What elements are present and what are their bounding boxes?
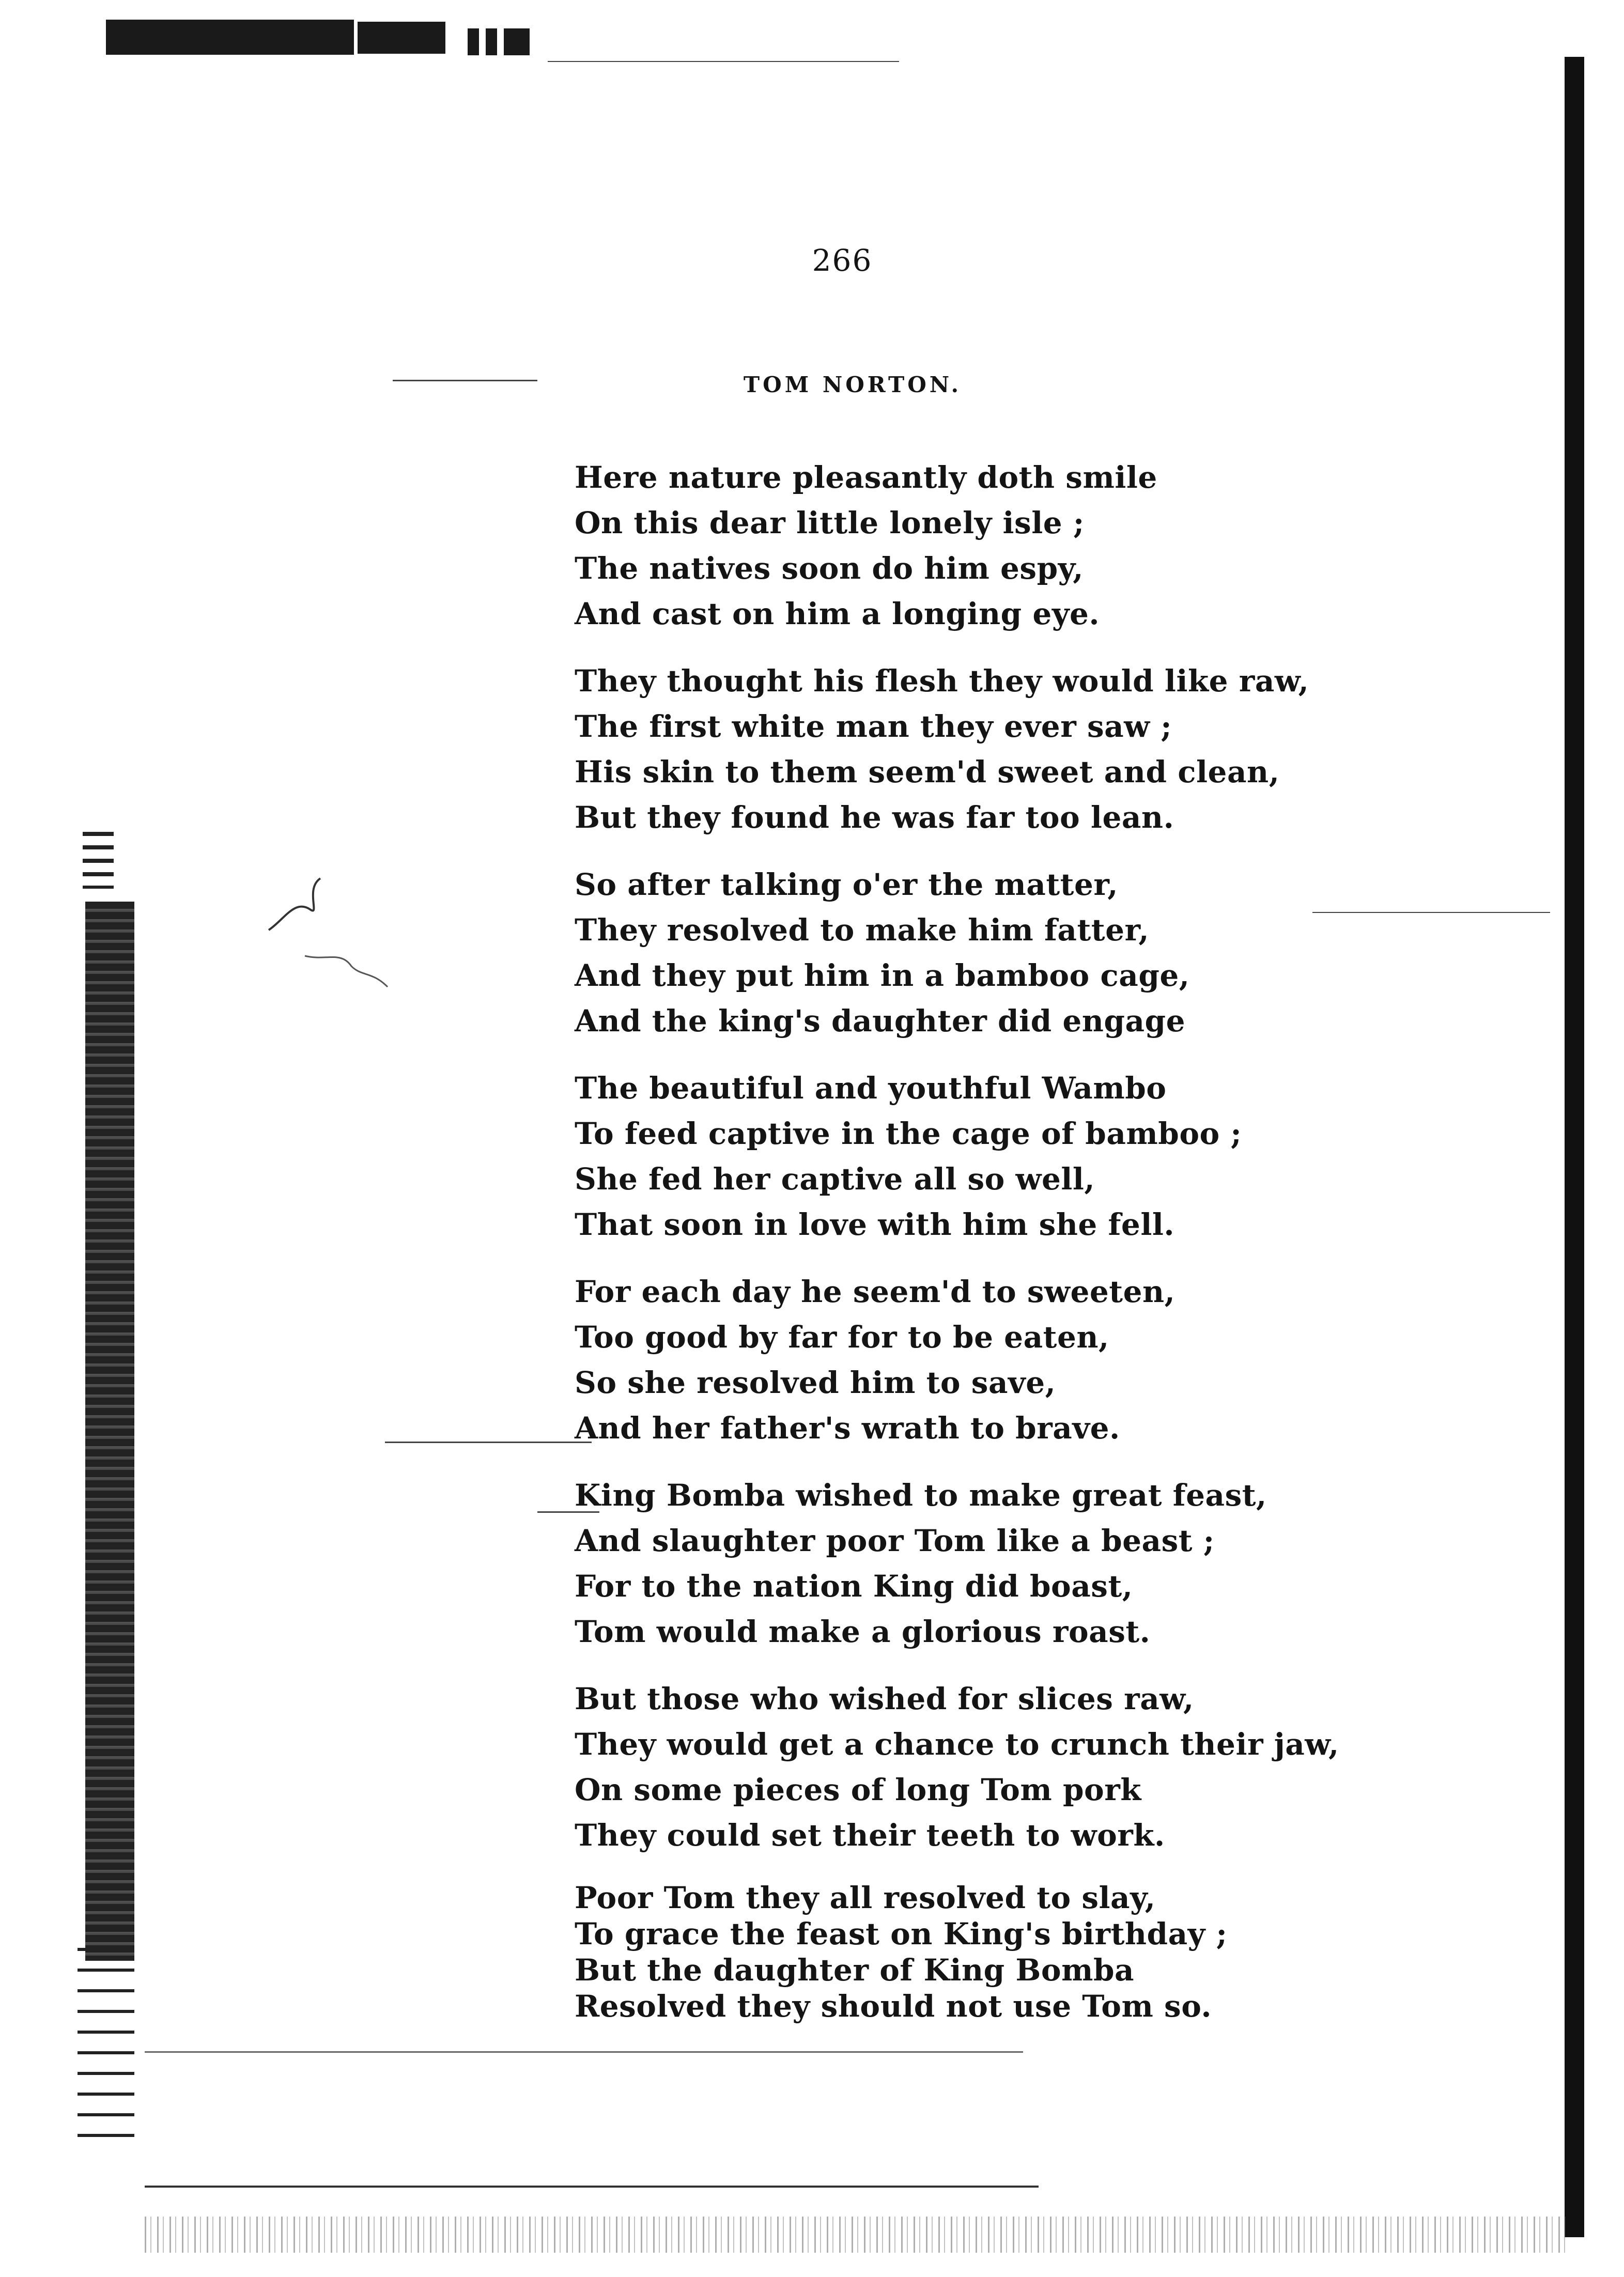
poem-line: So she resolved him to save, bbox=[575, 1365, 1056, 1400]
poem-line: For to the nation King did boast, bbox=[575, 1569, 1133, 1604]
poem-line: So after talking o'er the matter, bbox=[575, 867, 1118, 902]
poem-line: They could set their teeth to work. bbox=[575, 1818, 1165, 1853]
scan-artifact-bar bbox=[486, 28, 497, 55]
poem-line: And her father's wrath to brave. bbox=[575, 1411, 1120, 1446]
poem-line: King Bomba wished to make great feast, bbox=[575, 1478, 1267, 1513]
poem-line: On this dear little lonely isle ; bbox=[575, 505, 1085, 540]
scan-artifact-rule bbox=[145, 2186, 1039, 2188]
scan-artifact-rule bbox=[1312, 912, 1550, 913]
poem-line: But those who wished for slices raw, bbox=[575, 1681, 1194, 1716]
poem-line: And slaughter poor Tom like a beast ; bbox=[575, 1523, 1215, 1558]
poem-title: TOM NORTON. bbox=[743, 372, 962, 397]
poem-line: And they put him in a bamboo cage, bbox=[575, 958, 1190, 993]
poem-line: Poor Tom they all resolved to slay, bbox=[575, 1880, 1156, 1915]
poem-body bbox=[575, 455, 1339, 2046]
stanza bbox=[575, 1473, 1324, 1654]
scan-artifact-bar bbox=[468, 28, 479, 55]
poem-line: They resolved to make him fatter, bbox=[575, 912, 1150, 948]
scan-artifact-bar bbox=[358, 22, 445, 54]
stanza bbox=[575, 455, 1324, 637]
poem-line: To grace the feast on King's birthday ; bbox=[575, 1916, 1228, 1951]
scan-artifact-bar bbox=[106, 20, 354, 55]
poem-line: But the daughter of King Bomba bbox=[575, 1953, 1135, 1988]
poem-line: She fed her captive all so well, bbox=[575, 1161, 1095, 1197]
poem-line: And cast on him a longing eye. bbox=[575, 596, 1100, 631]
page-number: 266 bbox=[812, 243, 873, 278]
page-edge-shadow bbox=[1565, 57, 1584, 2237]
poem-line: The beautiful and youthful Wambo bbox=[575, 1071, 1167, 1106]
scan-artifact-bar bbox=[504, 28, 530, 55]
poem-line: But they found he was far too lean. bbox=[575, 800, 1174, 835]
poem-line: They would get a chance to crunch their jaw, bbox=[575, 1727, 1339, 1762]
poem-line: Too good by far for to be eaten, bbox=[575, 1320, 1109, 1355]
poem-line: They thought his flesh they would like raw, bbox=[575, 663, 1309, 699]
margin-marks bbox=[83, 832, 114, 889]
poem-line: The natives soon do him espy, bbox=[575, 551, 1084, 586]
stanza bbox=[575, 1676, 1339, 1858]
poem-line: Here nature pleasantly doth smile bbox=[575, 460, 1157, 495]
scan-artifact-rule bbox=[145, 2051, 1023, 2053]
poem-line: Tom would make a glorious roast. bbox=[575, 1614, 1151, 1649]
poem-line: And the king's daughter did engage bbox=[575, 1003, 1185, 1039]
poem-line: That soon in love with him she fell. bbox=[575, 1207, 1175, 1242]
margin-marks bbox=[78, 1948, 134, 2144]
scan-artifact-rule bbox=[393, 380, 537, 381]
poem-line: For each day he seem'd to sweeten, bbox=[575, 1274, 1176, 1309]
pencil-scribble bbox=[264, 868, 398, 1002]
poem-line: His skin to them seem'd sweet and clean, bbox=[575, 754, 1280, 789]
poem-line: Resolved they should not use Tom so. bbox=[575, 1989, 1212, 2024]
poem-line: The first white man they ever saw ; bbox=[575, 709, 1172, 744]
binding-shadow bbox=[85, 902, 134, 1961]
stanza bbox=[575, 1269, 1324, 1451]
poem-line: To feed captive in the cage of bamboo ; bbox=[575, 1116, 1242, 1151]
stanza bbox=[575, 1880, 1324, 2024]
scan-artifact-noise bbox=[145, 2217, 1566, 2253]
scan-artifact-rule bbox=[385, 1442, 592, 1443]
stanza bbox=[575, 658, 1324, 840]
stanza bbox=[575, 862, 1324, 1044]
stanza bbox=[575, 1065, 1324, 1247]
scan-artifact-rule bbox=[548, 61, 899, 62]
poem-line: On some pieces of long Tom pork bbox=[575, 1772, 1141, 1807]
